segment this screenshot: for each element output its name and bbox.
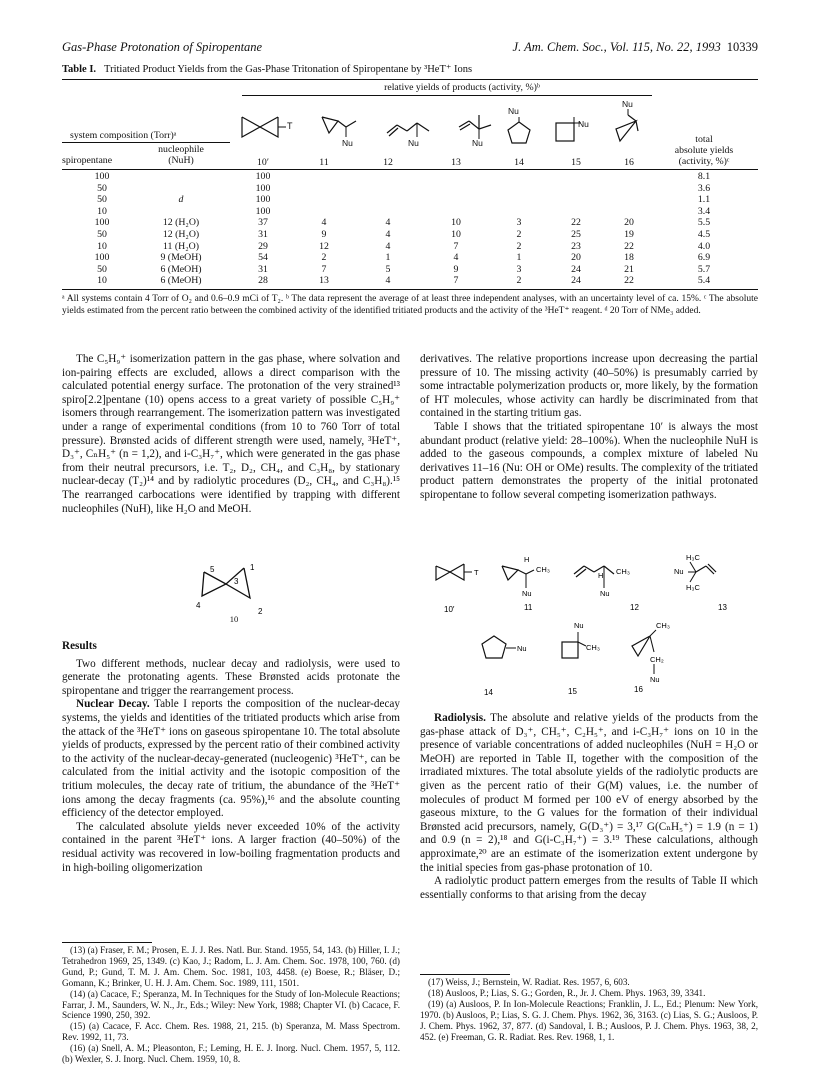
table-cell: 9 (MeOH) bbox=[160, 252, 202, 264]
structure-11-icon bbox=[319, 111, 359, 147]
table-cell: 4 bbox=[385, 229, 391, 240]
table-cell: 18 bbox=[624, 252, 634, 264]
table-cell: 11 (H₂O) bbox=[163, 240, 199, 252]
figure-11-ch3: CH₃ bbox=[536, 565, 550, 574]
table-cell: 4 bbox=[453, 252, 459, 264]
table-cell: 21 bbox=[624, 263, 634, 275]
table-cell: 12 (H₂O) bbox=[162, 229, 200, 240]
table-cell: 29 bbox=[258, 240, 268, 252]
structure-15-nu-label: Nu bbox=[578, 119, 589, 129]
table-cell: 5.7 bbox=[697, 263, 711, 275]
figure-13-nu: Nu bbox=[674, 567, 684, 576]
figure-16-nu: Nu bbox=[650, 675, 660, 684]
page-number: 10339 bbox=[726, 40, 758, 54]
table-cell: 12 bbox=[319, 240, 329, 252]
left-column-top bbox=[62, 353, 400, 516]
table-cell: 4 bbox=[385, 240, 391, 252]
paragraph-derivatives: derivatives. The relative proportions increase upon decreasing the partial pressure of 10. The missing activity (40–50%) is presumably carried by some intractable polymerization products or, more likely, by the formation of HT molecules, whose activity can hardly be discriminated from that contained in the starting tritium gas. bbox=[420, 353, 758, 420]
table-cell: 50 bbox=[97, 229, 107, 240]
table-header-rule bbox=[62, 169, 758, 170]
table-cell: 10 bbox=[451, 229, 461, 240]
structure-13-nu-label: Nu bbox=[472, 138, 483, 148]
figure-structure-12 bbox=[574, 566, 639, 612]
table-caption-text: Tritiated Product Yields from the Gas-Phase Tritonation of Spiropentane by ³HeT⁺ Ions bbox=[104, 64, 473, 75]
table-cell: 5.4 bbox=[697, 275, 711, 287]
product-num-16: 16 bbox=[624, 157, 634, 168]
table-cell: 22 bbox=[624, 240, 634, 252]
table-cell: 3 bbox=[516, 263, 522, 275]
table-cell: 10 bbox=[97, 240, 107, 252]
structure-11-nu-label: Nu bbox=[342, 138, 353, 148]
left-column-results bbox=[62, 640, 400, 875]
table-cell: 3 bbox=[516, 217, 522, 229]
figure-label-12: 12 bbox=[630, 603, 639, 612]
table-bottom-rule bbox=[62, 289, 758, 290]
product-num-14: 14 bbox=[514, 157, 524, 168]
paragraph-intro: The C₅H₉⁺ isomerization pattern in the gas phase, where solvation and ion-pairing effects are excluded, allows a direct comparison with the calculated potential energy surface. The protonation of the very strained¹³ spiro[2.2]pentane (10) opens access to a great variety of possible C₅H₉⁺ isomers through rearrangement. The isomerization pattern was investigated under a range of experimental conditions (from 10 to 760 Torr of total pressure). Brønsted acids of different strength were used, namely, ³HeT⁺, D₃⁺, CₙH₅⁺ (n = 1,2), and i-C₃H₇⁺, which were generated in the gas phase from their neutral precursors, i.e. T₂, D₂, CH₄, and C₃H₈, by stationary nuclear-decay (T₂)¹⁴ and by radiolytic procedures (D₂, CH₄, and C₃H₈).¹⁵ The rearranged carbocations were identified by trapping with different nucleophiles (NuH), like H₂O and MeOH. bbox=[62, 353, 400, 515]
table-cell: 4 bbox=[385, 217, 391, 229]
reference-15: (15) (a) Cacace, F. Acc. Chem. Res. 1988, 21, 215. (b) Speranza, M. Mass Spectrom. Rev. 1992, 11, 73. bbox=[62, 1021, 400, 1043]
system-header: system composition (Torr)ᵃ bbox=[70, 130, 177, 141]
span-header: relative yields of products (activity, %)ᵇ bbox=[384, 82, 540, 93]
table-cell: 23 bbox=[571, 240, 581, 252]
structure-14-icon bbox=[505, 117, 533, 145]
table-cell: 24 bbox=[571, 275, 581, 287]
product-num-15: 15 bbox=[571, 157, 581, 168]
nuclear-decay-text: Table I reports the composition of the nuclear-decay systems, the yields and identities of the tritiated products which arise from the attack of the ³HeT⁺ ions on gaseous spiropentane 10. The total absolute yields of products, expressed by the percent ratio of their combined activity to the activity of the nuclear-decay-generated (nucleogenic) ³HeT⁺, can be calculated from the initial activity and the isotopic composition of the tritium molecules, the decay rate of tritium, the abundance of the ³HeT⁺ ions among the decay fragments (ca. 95%),¹⁶ and the absolute counting efficiency of the detector employed. bbox=[62, 698, 401, 820]
figure-12-ch3: CH₃ bbox=[616, 567, 630, 576]
table-cell: 19 bbox=[624, 229, 634, 240]
table-cell: 4.5 bbox=[697, 229, 711, 240]
table-top-rule bbox=[62, 79, 758, 80]
figure-structure-11 bbox=[502, 555, 550, 612]
table-cell: 1 bbox=[385, 252, 391, 264]
figure-structure-13 bbox=[674, 553, 727, 612]
table-cell: 100 bbox=[255, 194, 271, 206]
spiropentane-header: spiropentane bbox=[62, 155, 113, 166]
table-cell: 8.1 bbox=[697, 171, 711, 182]
table-cell: 100 bbox=[94, 171, 110, 182]
reference-16: (16) (a) Snell, A. M.; Pleasonton, F.; Leming, H. E. J. Inorg. Nucl. Chem. 1957, 5, 112. (b) Wexler, S. J. Inorg. Nucl. Chem. 1959, 10, 8. bbox=[62, 1043, 400, 1065]
table-cell: 5 bbox=[385, 263, 391, 275]
radiolysis-text: The absolute and relative yields of the products from the gas-phase attack of D₃⁺, CH₅⁺, C₂H₅⁺, and i-C₃H₇⁺ ions on 10 in the presence of variable concentrations of added nucleophiles (NuH = H₂O or MeOH) are reported in Table II, together with the composition of the irradiated mixtures. The total absolute yields of the radiolytic products are given as the percent ratio of their G(M) values, i.e. the number of molecules of product M formed per 100 eV of energy absorbed by the gaseous mixture, to the G values for the formation of their individual Brønsted acid precursors, namely, G(D₃⁺) = 3,¹⁷ G(CₙH₅⁺) = 1.9 (n = 1) and 0.9 (n = 2),¹⁸ and G(i-C₃H₇⁺) = 3.¹⁹ These calculations, although approximate,²⁰ are an estimate of the isomerization extent undergone by the initial species from gas-phase protonation of 10. bbox=[420, 712, 758, 874]
running-head-title: Gas-Phase Protonation of Spiropentane bbox=[62, 40, 263, 54]
span-header-rule bbox=[242, 95, 652, 96]
table-cell: 2 bbox=[516, 275, 522, 287]
table-cell: 25 bbox=[571, 229, 581, 240]
table-cell: 9 bbox=[453, 263, 459, 275]
figure-structure-14 bbox=[482, 636, 527, 697]
table-cell: 5.5 bbox=[697, 217, 711, 229]
table-cell: 3.6 bbox=[697, 182, 711, 194]
table-cell: 9 bbox=[321, 229, 327, 240]
figure-label-10prime: 10′ bbox=[444, 605, 455, 614]
paragraph-results: Two different methods, nuclear decay and radiolysis, were used to generate the protonating agents. These Brønsted acids protonate the spiropentane and trigger the rearrangement process. bbox=[62, 657, 400, 697]
table-footnote: ᵃ All systems contain 4 Torr of O₂ and 0.6–0.9 mCi of T₂. ᵇ The data represent the average of at least three independent analyses, with an uncertainty level of ca. 15%. ᶜ The absolute yields estimated from the percent ratio between the combined activity of the identified tritiated products and the activity of the ³HeT⁺ reagent. ᵈ 20 Torr of NMe₃ added. bbox=[62, 294, 758, 316]
product-num-11: 11 bbox=[319, 157, 329, 168]
table-cell: 7 bbox=[321, 263, 327, 275]
figure-11-h: H bbox=[524, 555, 530, 564]
table-cell: 7 bbox=[453, 275, 459, 287]
figure-label-11: 11 bbox=[524, 603, 533, 612]
paragraph-table1: Table I shows that the tritiated spiropentane 10′ is always the most abundant product (relative yield: 28–100%). When the nucleophile NuH is added to the gaseous compounds, a complex mixture of labeled Nu derivatives 11–16 (Nu: OH or OMe) results. The complexity of the tritiated product pattern demonstrates the property of the initial protonated spiropentane to follow several competing isomerization pathways. bbox=[420, 420, 758, 501]
nucleophile-header-1: nucleophile bbox=[158, 144, 204, 155]
journal-citation: J. Am. Chem. Soc., Vol. 115, No. 22, 1993 bbox=[512, 40, 721, 54]
table-cell: d bbox=[178, 194, 184, 206]
figure-structure-16 bbox=[632, 621, 670, 694]
table-caption bbox=[62, 63, 758, 75]
figure-label-14: 14 bbox=[484, 688, 493, 697]
structure-16-icon bbox=[610, 109, 642, 143]
products-figure bbox=[420, 552, 758, 702]
paragraph-radiolysis bbox=[420, 712, 758, 875]
running-head-journal bbox=[513, 40, 758, 55]
table-cell: 6 (MeOH) bbox=[160, 275, 202, 287]
table-cell: 50 bbox=[97, 263, 107, 275]
table-cell: 6.9 bbox=[697, 252, 711, 264]
figure-label-13: 13 bbox=[718, 603, 727, 612]
figure-16-ch2: CH₂ bbox=[650, 655, 664, 664]
figure-structure-10prime bbox=[436, 564, 479, 614]
product-num-10prime: 10′ bbox=[257, 157, 269, 168]
figure-15-ch3: CH₃ bbox=[586, 643, 600, 652]
table-cell: 1 bbox=[516, 252, 522, 264]
reference-17: (17) Weiss, J.; Bernstein, W. Radiat. Res. 1957, 6, 603. bbox=[428, 977, 630, 987]
total-header-1: total bbox=[695, 134, 713, 145]
reference-18: (18) Ausloos, P.; Lias, S. G.; Gorden, R., Jr. J. Chem. Phys. 1963, 39, 3341. bbox=[428, 987, 706, 998]
table-cell: 50 bbox=[97, 194, 107, 206]
radiolysis-heading: Radiolysis. bbox=[434, 712, 486, 724]
atom-num-4: 4 bbox=[196, 601, 201, 610]
figure-10prime-t: T bbox=[474, 568, 479, 577]
figure-15-nu: Nu bbox=[574, 621, 584, 630]
structure-10prime-t-label: T bbox=[287, 121, 293, 131]
table-cell: 37 bbox=[258, 217, 268, 229]
table-cell: 31 bbox=[258, 263, 268, 275]
atom-num-2: 2 bbox=[258, 607, 263, 616]
table-cell: 4 bbox=[385, 275, 391, 287]
right-refs-rule bbox=[420, 974, 510, 975]
figure-14-nu: Nu bbox=[517, 644, 527, 653]
results-heading: Results bbox=[62, 640, 97, 652]
table-cell: 22 bbox=[571, 217, 581, 229]
table-cell: 50 bbox=[97, 182, 107, 194]
right-references bbox=[420, 977, 758, 1042]
table-cell: 13 bbox=[319, 275, 329, 287]
reference-13: (13) (a) Fraser, F. M.; Prosen, E. J. J. Res. Natl. Bur. Stand. 1955, 54, 143. (b) Hiller, I. J.; Tetrahedron 1969, 25, 1349. (c) Kao, J.; Radom, L. J. Am. Chem. Soc. 1978, 100, 760. (d) Gund, P.; Gund, T. M. J. Am. Chem. Soc. 1981, 103, 4458. (e) Boese, R.; Bläser, D.; Gomann, K.; Brinker, U. H. J. Am. Chem. Soc. 1989, 111, 1501. bbox=[62, 945, 400, 988]
table-cell: 100 bbox=[94, 217, 110, 229]
table-cell: 20 bbox=[624, 217, 634, 229]
product-num-13: 13 bbox=[451, 157, 461, 168]
left-refs-rule bbox=[62, 942, 152, 943]
table-cell: 12 (H₂O) bbox=[162, 217, 200, 229]
table-cell: 2 bbox=[321, 252, 327, 264]
figure-11-nu: Nu bbox=[522, 589, 532, 598]
right-column-top bbox=[420, 353, 758, 503]
figure-13-h3c-top: H₃C bbox=[686, 553, 700, 562]
structure-12-nu-label: Nu bbox=[408, 138, 419, 148]
left-references bbox=[62, 945, 400, 1065]
paragraph-radiolytic-pattern: A radiolytic product pattern emerges from the results of Table II which essentially conforms to that arising from the decay bbox=[420, 875, 758, 901]
table-cell: 2 bbox=[516, 229, 522, 240]
figure-label-10-text: 10 bbox=[229, 614, 239, 624]
table-cell: 3.4 bbox=[697, 205, 711, 217]
figure-structure-15 bbox=[562, 621, 600, 696]
system-header-rule bbox=[62, 142, 230, 143]
table-cell: 24 bbox=[571, 263, 581, 275]
total-header-3: (activity, %)ᶜ bbox=[678, 156, 730, 167]
table-cell: 4 bbox=[321, 217, 327, 229]
running-head bbox=[62, 40, 758, 56]
product-num-12: 12 bbox=[383, 157, 393, 168]
table-cell: 31 bbox=[258, 229, 268, 240]
table-cell: 100 bbox=[94, 252, 110, 264]
right-column-radiolysis bbox=[420, 712, 758, 902]
table-cell: 2 bbox=[516, 240, 522, 252]
reference-14: (14) (a) Cacace, F.; Speranza, M. In Techniques for the Study of Ion-Molecule Reactions; Farrar, J. M., Saunders, W. N., Jr., Eds.; Wiley: New York, 1988; Chapter VI. (b) Cacace, F. Science 1990, 250, 392. bbox=[62, 988, 400, 1021]
table-cell: 20 bbox=[571, 252, 581, 264]
paragraph-nuclear-decay bbox=[62, 698, 400, 820]
table-cell: 22 bbox=[624, 275, 634, 287]
reference-19: (19) (a) Ausloos, P. In Ion-Molecule Reactions; Franklin, J. L., Ed.; Plenum: New York, 1970. (b) Ausloos, P.; Lias, S. G. J. Chem. Phys. 1962, 36, 3163. (c) Lias, S. G.; Ausloos, P. J. Chem. Phys. 1962, 37, 877. (d) Sandoval, I. B.; Ausloos, P. J. Chem. Phys. 1963, 38, 2, 452. (e) Freeman, G. R. Radiat. Res. Rev. 1968, 1, 1. bbox=[420, 998, 758, 1042]
figure-13-h3c-bottom: H₃C bbox=[686, 583, 700, 592]
table-cell: 10 bbox=[97, 205, 107, 217]
table-cell: 28 bbox=[258, 275, 268, 287]
table-cell: 1.1 bbox=[697, 194, 711, 206]
table-label: Table I. bbox=[62, 64, 97, 75]
table-cell: 6 (MeOH) bbox=[160, 263, 202, 275]
table-cell: 100 bbox=[255, 205, 271, 217]
atom-num-1: 1 bbox=[250, 563, 255, 572]
figure-label-15: 15 bbox=[568, 687, 577, 696]
nuclear-decay-heading: Nuclear Decay. bbox=[76, 698, 150, 711]
spiropentane-10-figure bbox=[196, 562, 276, 622]
product-yield-table bbox=[62, 79, 758, 291]
figure-12-nu: Nu bbox=[600, 589, 610, 598]
table-cell: 4.0 bbox=[697, 240, 711, 252]
table-cell: 100 bbox=[255, 182, 271, 194]
figure-12-h: H bbox=[598, 571, 604, 580]
table-cell: 10 bbox=[97, 275, 107, 287]
table-cell: 10 bbox=[451, 217, 461, 229]
figure-label-16: 16 bbox=[634, 685, 643, 694]
table-cell: 100 bbox=[255, 171, 271, 182]
figure-16-ch3: CH₃ bbox=[656, 621, 670, 630]
paragraph-calculated-yields: The calculated absolute yields never exceeded 10% of the activity contained in the parent ³HeT⁺ ions. A larger fraction (40–50%) of the residual activity was recovered in low-boiling fragmentation products and in high-boiling oligomerization bbox=[62, 820, 400, 874]
atom-num-5: 5 bbox=[210, 565, 215, 574]
table-cell: 7 bbox=[453, 240, 459, 252]
structure-14-nu-label: Nu bbox=[508, 106, 519, 116]
total-header-2: absolute yields bbox=[674, 145, 734, 156]
table-cell: 54 bbox=[258, 252, 268, 264]
nucleophile-header-2: (NuH) bbox=[168, 155, 194, 166]
atom-num-3: 3 bbox=[234, 577, 239, 586]
structure-16-nu-label: Nu bbox=[622, 99, 633, 109]
